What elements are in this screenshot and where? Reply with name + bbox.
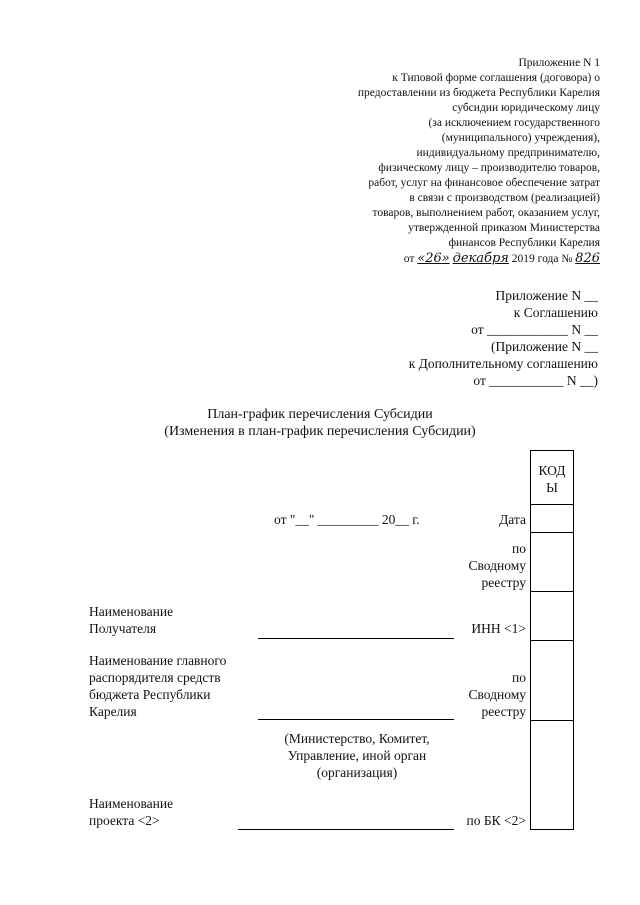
date-prefix: от	[403, 253, 415, 265]
codes-divider	[530, 504, 574, 505]
bk-label: по БК <2>	[466, 813, 526, 828]
agreement-line: к Дополнительному соглашению	[408, 356, 598, 371]
agreement-line: от ___________ N __)	[473, 373, 598, 388]
codes-header-line: Ы	[546, 480, 558, 495]
summary-register-line: реестру	[481, 575, 526, 590]
manager-label-line: Наименование главного	[89, 653, 227, 668]
appendix-line: индивидуальному предпринимателю,	[416, 147, 600, 159]
appendix-line: физическому лицу – производителю товаров,	[378, 162, 600, 174]
codes-divider	[530, 640, 574, 641]
manager-label	[89, 652, 226, 720]
appendix-line: к Типовой форме соглашения (договора) о	[392, 72, 600, 84]
recipient-label	[89, 603, 173, 637]
summary-register-line: по	[512, 541, 526, 556]
agreement-line: от ____________ N __	[471, 322, 598, 337]
summary-register-line: реестру	[481, 704, 526, 719]
agreement-line: (Приложение N __	[491, 339, 598, 354]
appendix-line: Приложение N 1	[518, 57, 600, 69]
document-title	[0, 406, 640, 440]
appendix-line: субсидии юридическому лицу	[452, 102, 600, 114]
codes-divider	[530, 532, 574, 533]
recipient-input-line	[258, 638, 454, 639]
summary-register-label	[420, 540, 526, 591]
project-input-line	[238, 829, 454, 830]
title-main: План-график перечисления Субсидии	[207, 407, 433, 422]
inn-label: ИНН <1>	[471, 621, 526, 636]
summary-register-label	[420, 669, 526, 720]
authority-note-line: (Министерство, Комитет,	[284, 731, 430, 746]
appendix-line: предоставлении из бюджета Республики Карелия	[357, 87, 600, 99]
summary-register-line: по	[512, 670, 526, 685]
codes-header	[530, 450, 574, 504]
appendix-line: товаров, выполнением работ, оказанием услуг,	[372, 207, 600, 219]
project-label-line: Наименование	[89, 796, 174, 811]
project-label	[89, 795, 173, 829]
authority-note-line: Управление, иной орган	[287, 748, 427, 763]
appendix-line: (за исключением государственного	[428, 117, 600, 129]
form-date-line: от "__" _________ 20__ г.	[274, 512, 420, 527]
appendix-date-line	[240, 251, 600, 267]
date-label: Дата	[499, 512, 526, 527]
appendix-line: (муниципального) учреждения),	[441, 132, 600, 144]
manager-label-line: распорядителя средств	[89, 670, 221, 685]
manager-label-line: бюджета Республики	[89, 687, 211, 702]
handwritten-month: декабря	[452, 251, 509, 266]
appendix-line: утвержденной приказом Министерства	[408, 222, 600, 234]
codes-header-line: КОД	[538, 463, 566, 478]
handwritten-day: «26»	[417, 251, 450, 266]
authority-note-line: (организация)	[316, 765, 398, 780]
appendix-line: финансов Республики Карелия	[448, 237, 600, 249]
project-label-line: проекта <2>	[89, 813, 160, 828]
codes-divider	[530, 720, 574, 721]
appendix-line: в связи с производством (реализацией)	[409, 192, 600, 204]
appendix-header	[240, 56, 600, 267]
recipient-label-line: Получателя	[89, 621, 157, 636]
recipient-label-line: Наименование	[89, 604, 174, 619]
appendix-line: работ, услуг на финансовое обеспечение затрат	[368, 177, 600, 189]
summary-register-line: Сводному	[468, 558, 526, 573]
manager-label-line: Карелия	[89, 704, 137, 719]
agreement-block	[268, 287, 598, 389]
date-year: 2019 года №	[511, 253, 573, 265]
authority-note	[262, 730, 452, 781]
codes-divider	[530, 591, 574, 592]
summary-register-line: Сводному	[468, 687, 526, 702]
agreement-line: к Соглашению	[513, 305, 598, 320]
title-sub: (Изменения в план-график перечисления Субсидии)	[164, 424, 476, 439]
agreement-line: Приложение N __	[495, 288, 598, 303]
handwritten-number: 826	[575, 251, 600, 266]
